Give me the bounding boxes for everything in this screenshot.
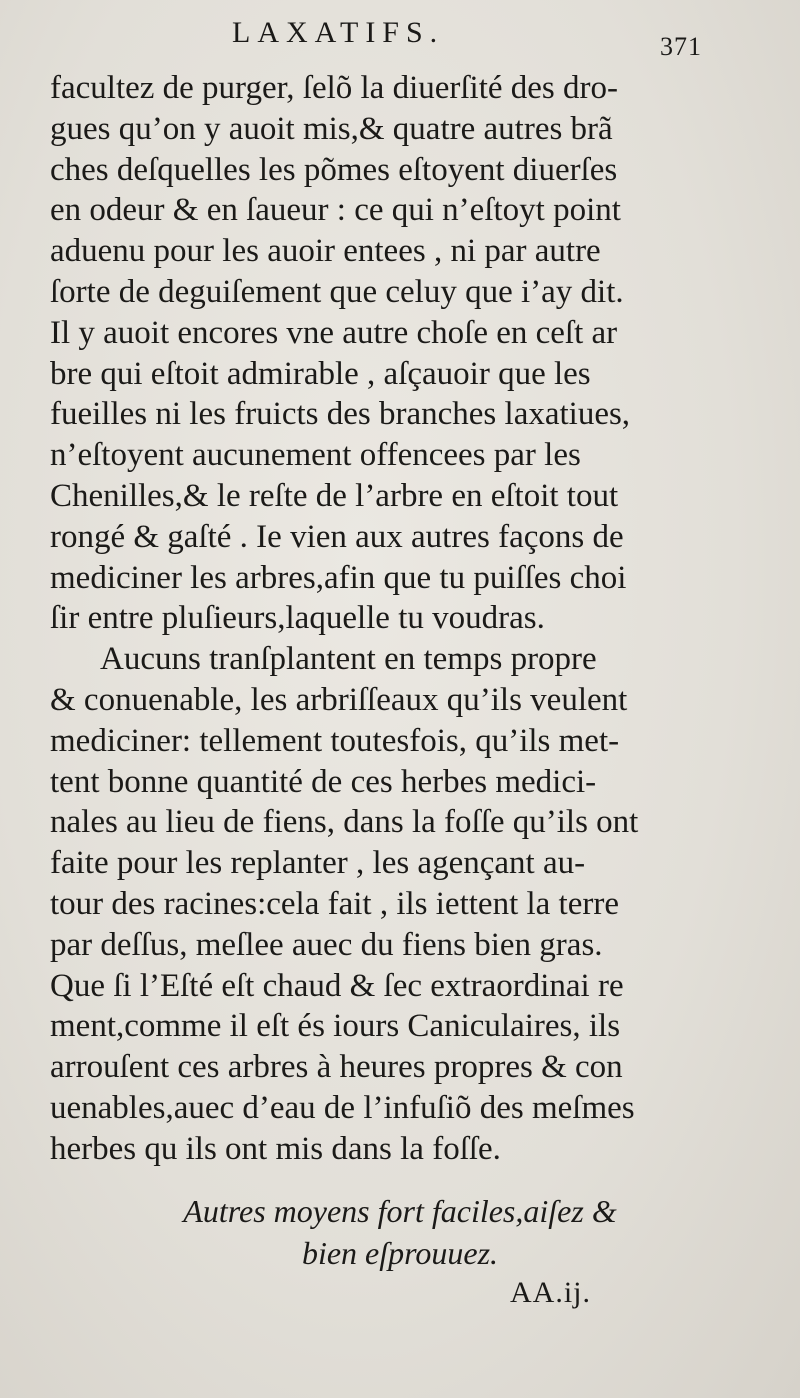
text-line: herbes qu ils ont mis dans la foſſe.: [50, 1130, 501, 1167]
text-line: faite pour les replanter , les agençant au-: [50, 845, 586, 882]
running-head: LAXATIFS.: [232, 16, 445, 49]
text-line: aduenu pour les auoir entees , ni par autre: [50, 233, 601, 270]
text-line: fueilles ni les fruicts des branches laxatiues,: [50, 396, 631, 433]
text-line: en odeur & en ſaueur : ce qui n’eſtoyt point: [50, 192, 621, 229]
text-line: Chenilles,& le reſte de l’arbre en eſtoit tout: [50, 477, 619, 514]
text-line: uenables,auec d’eau de l’infuſiõ des meſmes: [50, 1089, 635, 1126]
text-line: mediciner les arbres,afin que tu puiſſes choi: [50, 559, 627, 596]
paragraph-first-line: Aucuns tranſplantent en temps propre: [100, 641, 597, 678]
text-line: Il y auoit encores vne autre choſe en ceſt ar: [50, 314, 618, 351]
text-line: ſorte de deguiſement que celuy que i’ay dit.: [50, 273, 624, 310]
text-line: rongé & gaſté . Ie vien aux autres façons de: [50, 518, 624, 555]
text-line: mediciner: tellement toutesfois, qu’ils met-: [50, 722, 620, 759]
section-heading-line-2: bien eſprouuez.: [301, 1235, 499, 1271]
body-text: [50, 68, 710, 1170]
text-line: nales au lieu de fiens, dans la foſſe qu’ils ont: [50, 804, 639, 841]
text-line: bre qui eſtoit admirable , aſçauoir que les: [50, 355, 591, 392]
page-header: [0, 14, 800, 61]
text-line: par deſſus, meſlee auec du fiens bien gras.: [50, 926, 603, 963]
text-line: tent bonne quantité de ces herbes medici-: [50, 763, 597, 800]
text-line: & conuenable, les arbriſſeaux qu’ils veulent: [50, 681, 628, 718]
text-line: arrouſent ces arbres à heures propres & con: [50, 1049, 623, 1086]
text-line: tour des racines:cela fait , ils iettent la terre: [50, 885, 619, 922]
text-line: ment,comme il eſt és iours Caniculaires, ils: [50, 1008, 621, 1045]
text-line: gues qu’on y auoit mis,& quatre autres brã: [50, 110, 613, 147]
text-line: facultez de purger, ſelõ la diuerſité des dro-: [50, 70, 618, 106]
text-line: Que ſi l’Eſté eſt chaud & ſec extraordinai re: [50, 967, 624, 1004]
text-line: n’eſtoyent aucunement offencees par les: [50, 437, 581, 474]
section-heading-line-1: Autres moyens fort faciles,aiſez &: [183, 1193, 617, 1229]
section-heading: [0, 1190, 800, 1274]
page-number: 371: [660, 32, 702, 61]
text-line: ſir entre pluſieurs,laquelle tu voudras.: [50, 600, 545, 637]
text-line: ches deſquelles les põmes eſtoyent diuerſes: [50, 151, 618, 188]
signature-mark: AA.ij.: [510, 1276, 591, 1309]
